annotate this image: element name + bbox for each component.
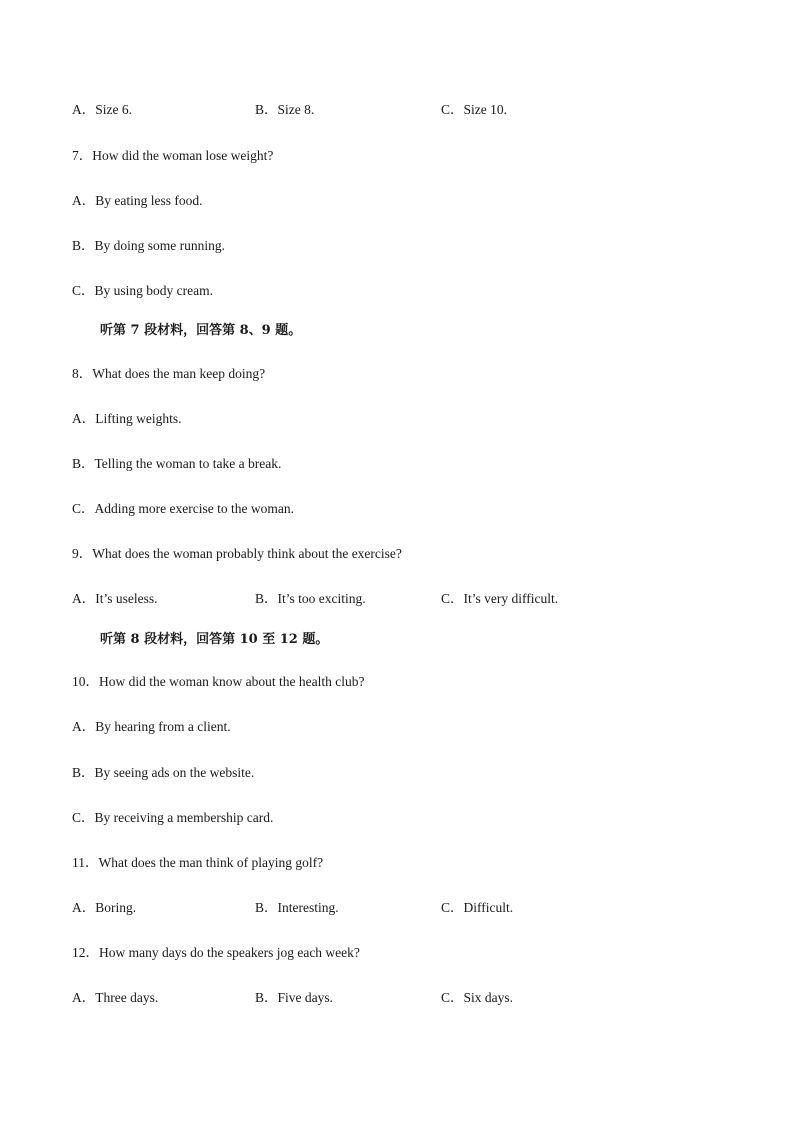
section-8-instruction: 听第 8 段材料，回答第 10 至 12 题。 [100,632,329,647]
q10-option-a[interactable]: A．By hearing from a client. [72,719,231,734]
q7-option-b[interactable]: B．By doing some running. [72,238,226,253]
q8-option-b[interactable]: B．Telling the woman to take a break. [72,456,282,471]
q8-option-a[interactable]: A．Lifting weights. [72,411,182,426]
q11-question: 11．What does the man think of playing golf? [72,855,324,870]
q11-option-b[interactable]: B．Interesting. [255,900,339,915]
q8-option-c[interactable]: C．Adding more exercise to the woman. [72,501,294,516]
q12-option-a[interactable]: A．Three days. [72,990,159,1005]
q7-option-c[interactable]: C．By using body cream. [72,283,213,298]
q11-option-a[interactable]: A．Boring. [72,900,137,915]
q9-option-a[interactable]: A．It’s useless. [72,591,158,606]
q6-option-a[interactable]: A．Size 6. [72,102,132,117]
q11-option-c[interactable]: C．Difficult. [441,900,514,915]
q12-question: 12．How many days do the speakers jog each week? [72,945,360,960]
q6-option-b[interactable]: B．Size 8. [255,102,315,117]
q10-option-c[interactable]: C．By receiving a membership card. [72,810,274,825]
q9-option-c[interactable]: C．It’s very difficult. [441,591,559,606]
q12-option-b[interactable]: B．Five days. [255,990,334,1005]
q10-option-b[interactable]: B．By seeing ads on the website. [72,765,255,780]
q9-option-b[interactable]: B．It’s too exciting. [255,591,366,606]
q8-question: 8．What does the man keep doing? [72,366,266,381]
q10-question: 10．How did the woman know about the health club? [72,674,365,689]
q9-question: 9．What does the woman probably think about the exercise? [72,546,402,561]
q6-option-c[interactable]: C．Size 10. [441,102,507,117]
q7-question: 7．How did the woman lose weight? [72,148,274,163]
q12-option-c[interactable]: C．Six days. [441,990,514,1005]
q7-option-a[interactable]: A．By eating less food. [72,193,203,208]
section-7-instruction: 听第 7 段材料，回答第 8、9 题。 [100,323,302,338]
